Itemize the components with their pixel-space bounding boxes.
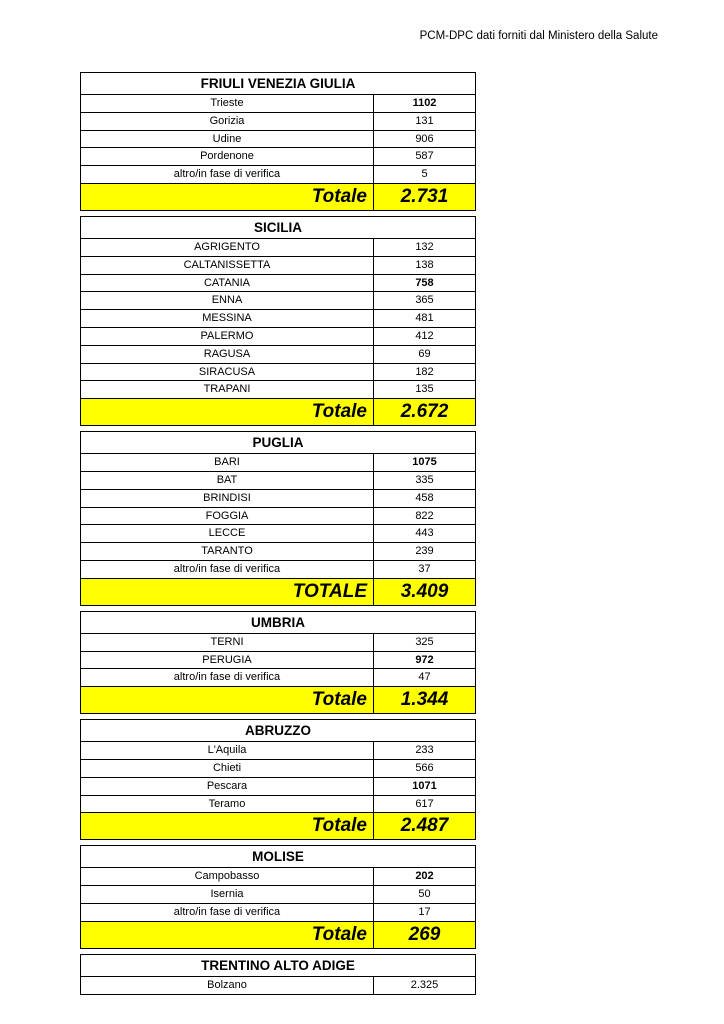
province-value: 2.325: [410, 978, 439, 991]
province-name: altro/in fase di verifica: [81, 561, 374, 578]
region-table: [80, 431, 476, 606]
province-value: 1075: [412, 456, 437, 469]
region-table: [80, 611, 476, 714]
province-value: 822: [415, 509, 434, 522]
region-table: [80, 216, 476, 426]
total-row: [81, 183, 475, 210]
province-value: 1071: [412, 779, 437, 792]
province-name: altro/in fase di verifica: [81, 669, 374, 686]
province-name: FOGGIA: [81, 508, 374, 525]
region-title: ABRUZZO: [81, 720, 475, 742]
region-rows: [81, 634, 475, 686]
province-name: Pordenone: [81, 148, 374, 165]
region-title: PUGLIA: [81, 432, 475, 454]
province-name: Gorizia: [81, 113, 374, 130]
table-row: [81, 310, 475, 328]
province-name: BRINDISI: [81, 490, 374, 507]
province-name: CALTANISSETTA: [81, 257, 374, 274]
table-row: [81, 634, 475, 652]
province-value: 50: [418, 888, 431, 901]
table-row: [81, 292, 475, 310]
table-row: [81, 275, 475, 293]
table-row: [81, 652, 475, 670]
province-name: Trieste: [81, 95, 374, 112]
region-table: [80, 719, 476, 840]
province-value: 132: [415, 240, 434, 253]
table-row: [81, 346, 475, 364]
total-row: [81, 578, 475, 605]
province-name: L'Aquila: [81, 742, 374, 759]
province-name: TERNI: [81, 634, 374, 651]
province-value: 182: [415, 365, 434, 378]
table-row: [81, 525, 475, 543]
table-row: [81, 381, 475, 398]
table-row: [81, 328, 475, 346]
region-title: FRIULI VENEZIA GIULIA: [81, 73, 475, 95]
total-label: TOTALE: [81, 579, 374, 605]
province-value: 335: [415, 473, 434, 486]
table-row: [81, 239, 475, 257]
table-row: [81, 257, 475, 275]
province-name: Udine: [81, 131, 374, 148]
regions-table-stack: [80, 72, 476, 1000]
province-value: 37: [418, 562, 431, 575]
province-value: 566: [415, 761, 434, 774]
province-value: 443: [415, 527, 434, 540]
province-name: ENNA: [81, 292, 374, 309]
province-value: 617: [415, 797, 434, 810]
region-rows: [81, 977, 475, 994]
table-row: [81, 490, 475, 508]
region-rows: [81, 454, 475, 578]
source-note: PCM-DPC dati forniti dal Ministero della Salute: [419, 30, 658, 42]
total-label: Totale: [81, 813, 374, 839]
table-row: [81, 148, 475, 166]
table-row: [81, 669, 475, 686]
table-row: [81, 778, 475, 796]
province-value: 458: [415, 491, 434, 504]
table-row: [81, 760, 475, 778]
total-row: [81, 398, 475, 425]
table-row: [81, 113, 475, 131]
table-row: [81, 742, 475, 760]
table-row: [81, 166, 475, 183]
province-name: Chieti: [81, 760, 374, 777]
province-value: 365: [415, 294, 434, 307]
province-name: TRAPANI: [81, 381, 374, 398]
total-value: 3.409: [400, 580, 449, 602]
total-row: [81, 686, 475, 713]
total-value: 2.672: [400, 401, 449, 423]
province-name: altro/in fase di verifica: [81, 904, 374, 921]
province-name: Bolzano: [81, 977, 374, 994]
region-title: TRENTINO ALTO ADIGE: [81, 955, 475, 977]
region-title: SICILIA: [81, 217, 475, 239]
province-name: PERUGIA: [81, 652, 374, 669]
province-value: 758: [415, 276, 434, 289]
total-label: Totale: [81, 184, 374, 210]
province-name: Teramo: [81, 796, 374, 813]
table-row: [81, 364, 475, 382]
region-rows: [81, 868, 475, 920]
region-rows: [81, 742, 475, 812]
total-label: Totale: [81, 399, 374, 425]
table-row: [81, 868, 475, 886]
table-row: [81, 977, 475, 994]
province-value: 325: [415, 635, 434, 648]
province-name: PALERMO: [81, 328, 374, 345]
region-table: [80, 845, 476, 948]
total-row: [81, 812, 475, 839]
table-row: [81, 508, 475, 526]
province-name: SIRACUSA: [81, 364, 374, 381]
province-name: LECCE: [81, 525, 374, 542]
table-row: [81, 543, 475, 561]
province-value: 138: [415, 258, 434, 271]
province-value: 131: [415, 114, 434, 127]
province-value: 972: [415, 653, 434, 666]
total-row: [81, 921, 475, 948]
total-label: Totale: [81, 922, 374, 948]
table-row: [81, 904, 475, 921]
province-name: BARI: [81, 454, 374, 471]
province-value: 239: [415, 545, 434, 558]
province-name: MESSINA: [81, 310, 374, 327]
province-name: AGRIGENTO: [81, 239, 374, 256]
table-row: [81, 561, 475, 578]
total-label: Totale: [81, 687, 374, 713]
table-row: [81, 886, 475, 904]
region-rows: [81, 239, 475, 398]
table-row: [81, 472, 475, 490]
total-value: 1.344: [400, 689, 449, 711]
province-name: TARANTO: [81, 543, 374, 560]
table-row: [81, 796, 475, 813]
region-table: [80, 72, 476, 211]
table-row: [81, 454, 475, 472]
region-rows: [81, 95, 475, 183]
region-title: UMBRIA: [81, 612, 475, 634]
total-value: 269: [408, 923, 441, 945]
province-name: Isernia: [81, 886, 374, 903]
total-value: 2.731: [400, 185, 449, 207]
province-name: Pescara: [81, 778, 374, 795]
table-row: [81, 95, 475, 113]
province-value: 412: [415, 329, 434, 342]
province-value: 202: [415, 870, 434, 883]
province-name: altro/in fase di verifica: [81, 166, 374, 183]
province-value: 233: [415, 744, 434, 757]
province-name: BAT: [81, 472, 374, 489]
province-value: 5: [421, 168, 428, 181]
province-name: RAGUSA: [81, 346, 374, 363]
province-value: 17: [418, 905, 431, 918]
province-name: Campobasso: [81, 868, 374, 885]
province-value: 906: [415, 132, 434, 145]
region-title: MOLISE: [81, 846, 475, 868]
province-value: 1102: [412, 97, 437, 109]
province-value: 481: [415, 312, 434, 325]
province-value: 69: [418, 347, 431, 360]
province-value: 47: [418, 671, 431, 684]
province-name: CATANIA: [81, 275, 374, 292]
total-value: 2.487: [400, 815, 449, 837]
region-table: [80, 954, 476, 995]
province-value: 135: [415, 383, 434, 396]
province-value: 587: [415, 150, 434, 163]
table-row: [81, 131, 475, 149]
